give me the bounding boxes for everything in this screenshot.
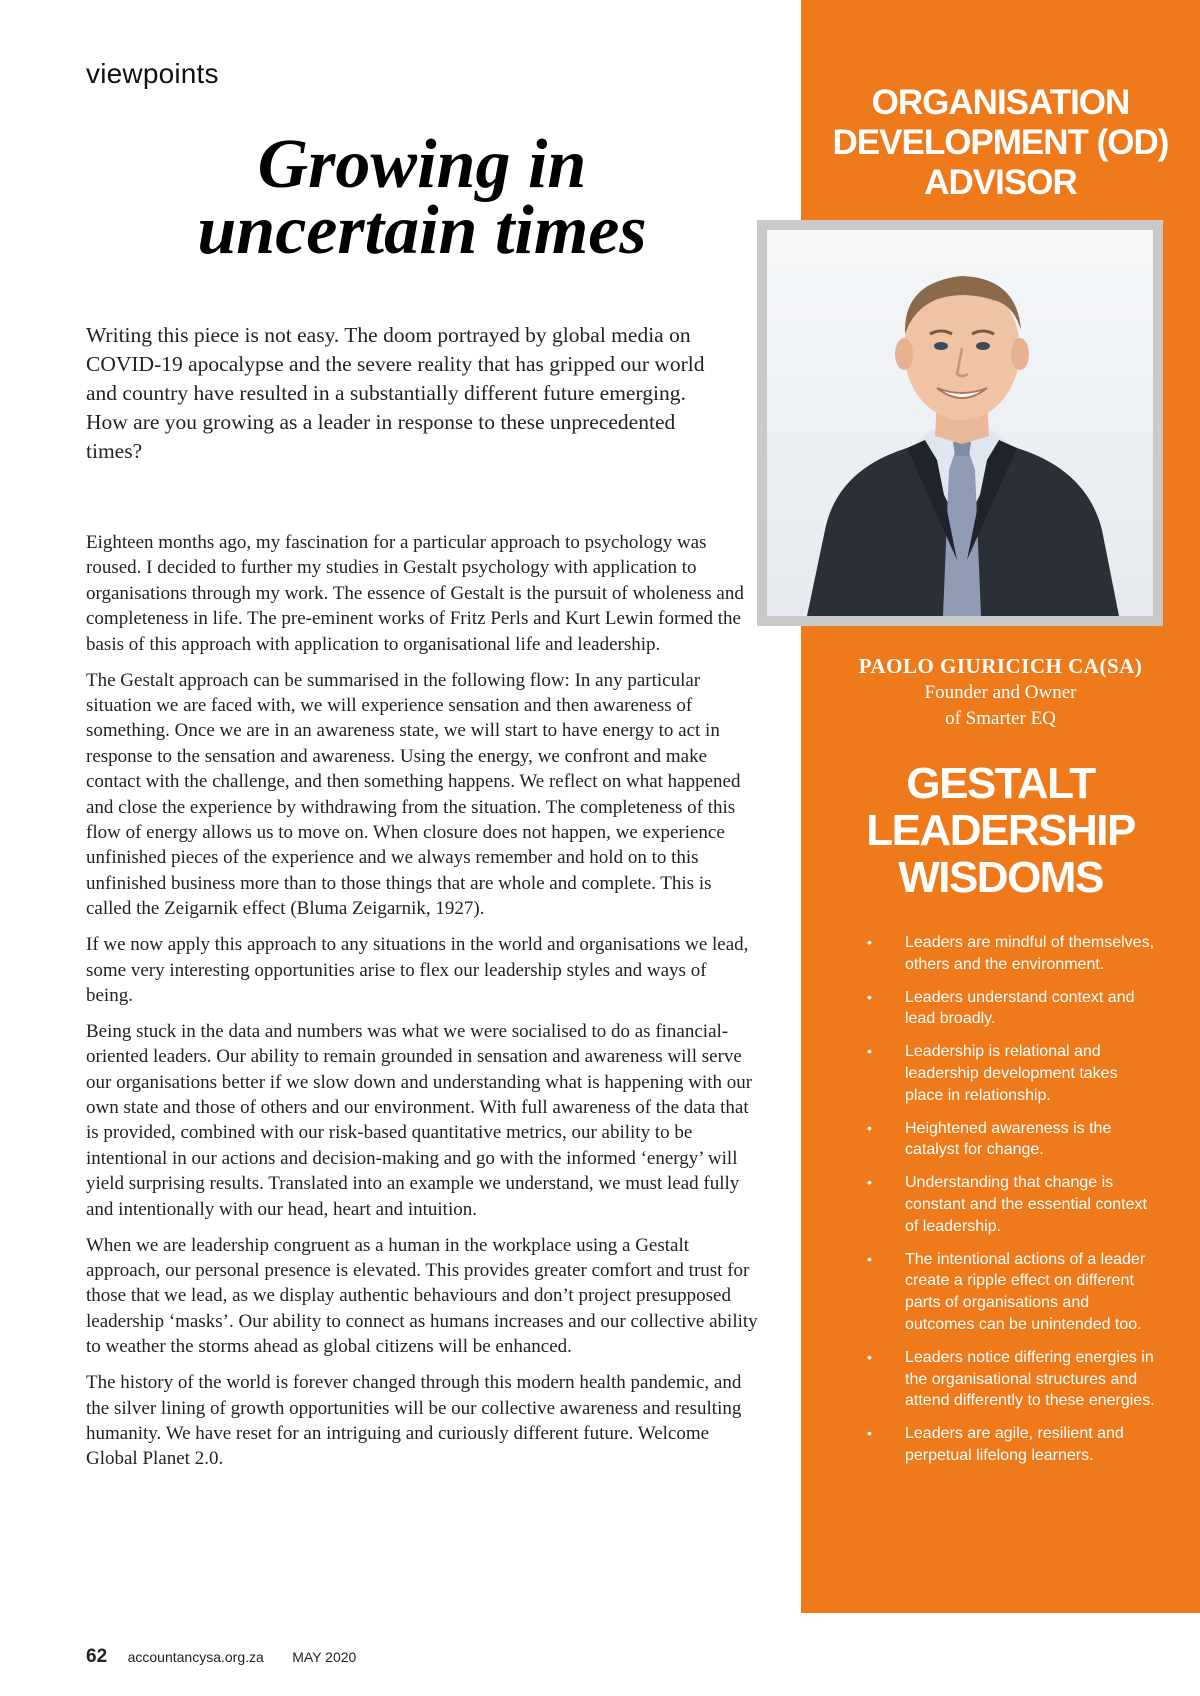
wisdom-item: [858, 1249, 1158, 1336]
body-paragraph-5: When we are leadership congruent as a human in the workplace using a Gestalt approach, our personal presence is elevated. This provides greater comfort and trust for those that we lead, as we display authentic behaviours and don’t project presupposed leadership ‘masks’. Our ability to connect as humans increases and our collective ability to weather the storms ahead as global citizens will be enhanced.: [86, 1234, 758, 1358]
bullet-icon: •: [867, 1174, 872, 1191]
author-info: [801, 652, 1200, 732]
body-paragraph-3: If we now apply this approach to any situations in the world and organisations we lead, some very interesting opportunities arise to flex our leadership styles and ways of being.: [86, 934, 749, 1006]
bullet-icon: •: [867, 988, 872, 1005]
author-name: PAOLO GIURICICH CA(SA): [858, 654, 1143, 678]
author-role-line-1: Founder and Owner: [924, 682, 1077, 703]
bullet-icon: •: [867, 1348, 872, 1365]
body-paragraph-6: The history of the world is forever changed through this modern health pandemic, and the silver lining of growth opportunities will be our collective awareness and resulting humanity. We have reset for an intriguing and curiously different future. Welcome Global Planet 2.0.: [86, 1372, 742, 1470]
wisdoms-heading-line-2: LEADERSHIP: [866, 806, 1135, 855]
role-title-line-1: ORGANISATION: [871, 83, 1130, 122]
wisdom-item: [858, 1172, 1158, 1237]
wisdom-item: [858, 1423, 1158, 1467]
wisdom-text: Leaders understand context and lead broadly.: [905, 988, 1135, 1028]
article-body: [86, 530, 758, 1482]
page-number: 62: [86, 1646, 108, 1667]
wisdom-item: [858, 1118, 1158, 1162]
article-title: [86, 126, 758, 269]
wisdom-text: Leaders are agile, resilient and perpetual lifelong learners.: [905, 1425, 1124, 1464]
author-photo-frame: [757, 220, 1163, 626]
role-title-line-2: DEVELOPMENT (OD): [832, 123, 1169, 162]
wisdom-text: Leaders are mindful of themselves, others and the environment.: [905, 934, 1155, 973]
wisdom-text: Leaders notice differing energies in the organisational structures and attend differently to these energies.: [905, 1348, 1155, 1410]
wisdom-item: [858, 1041, 1158, 1106]
wisdoms-heading: [801, 760, 1200, 901]
wisdom-item: [858, 987, 1158, 1031]
wisdom-item: [858, 932, 1158, 976]
page-footer: [86, 1646, 356, 1668]
author-portrait-illustration: [767, 230, 1153, 616]
body-paragraph-1: Eighteen months ago, my fascination for a particular approach to psychology was roused. I decided to further my studies in Gestalt psychology with application to organisations through my work. The essence of Gestalt is the pursuit of wholeness and completeness in life. The pre-eminent works of Fritz Perls and Kurt Lewin formed the basis of this approach with application to organisational life and leadership.: [86, 532, 744, 655]
wisdom-text: The intentional actions of a leader create a ripple effect on different parts of organisations and outcomes can be unintended too.: [905, 1250, 1146, 1333]
article-title-line-2: uncertain times: [197, 192, 647, 269]
article-intro: Writing this piece is not easy. The doom portrayed by global media on COVID-19 apocalypse and the severe reality that has gripped our world and country have resulted in a substantially different future emerging. How are you growing as a leader in response to these unprecedented times?: [86, 323, 705, 463]
wisdom-text: Leadership is relational and leadership development takes place in relationship.: [905, 1043, 1118, 1104]
role-title: [801, 83, 1200, 203]
section-tag: viewpoints: [86, 58, 219, 89]
wisdoms-heading-line-1: GESTALT: [906, 759, 1095, 808]
footer-issue-date: MAY 2020: [292, 1649, 357, 1665]
author-photo: [767, 230, 1153, 616]
bullet-icon: •: [867, 1043, 872, 1060]
wisdom-item: [858, 1347, 1158, 1412]
footer-website: accountancysa.org.za: [127, 1649, 264, 1665]
bullet-icon: •: [867, 1250, 872, 1267]
article-title-line-1: Growing in: [257, 126, 587, 203]
wisdoms-heading-line-3: WISDOMS: [898, 853, 1103, 902]
wisdom-text: Understanding that change is constant and the essential context of leadership.: [905, 1174, 1147, 1235]
body-paragraph-2: The Gestalt approach can be summarised in the following flow: In any particular situation we are faced with, we will experience sensation and then awareness of something. Once we are in an awareness state, we will start to have energy to act in response to the sensation and awareness. Using the energy, we confront and make contact with the challenge, and then something happens. We reflect on what happened and close the experience by withdrawing from the situation. The completeness of this flow of energy allows us to move on. When closure does not happen, we experience unfinished pieces of the experience and we always remember and hold on to this unfinished business more than to those things that are whole and complete. This is called the Zeigarnik effect (Bluma Zeigarnik, 1927).: [86, 669, 741, 920]
role-title-line-3: ADVISOR: [924, 163, 1077, 202]
wisdoms-list: [858, 932, 1158, 1478]
bullet-icon: •: [867, 1119, 872, 1136]
bullet-icon: •: [867, 1425, 872, 1442]
bullet-icon: •: [867, 934, 872, 950]
wisdom-text: Heightened awareness is the catalyst for change.: [905, 1119, 1112, 1159]
body-paragraph-4: Being stuck in the data and numbers was what we were socialised to do as financial-oriented leaders. Our ability to remain grounded in sensation and awareness will serve our organisations better if we slow down and understanding what is happening with our own state and those of others and our environment. With full awareness of the data that is provided, combined with our risk-based quantitative metrics, our ability to be intentional in our actions and decision-making and go with the informed ‘energy’ will yield surprising results. Translated into an example we understand, we must lead fully and intentionally with our head, heart and intuition.: [86, 1020, 753, 1220]
author-role-line-2: of Smarter EQ: [945, 708, 1056, 729]
